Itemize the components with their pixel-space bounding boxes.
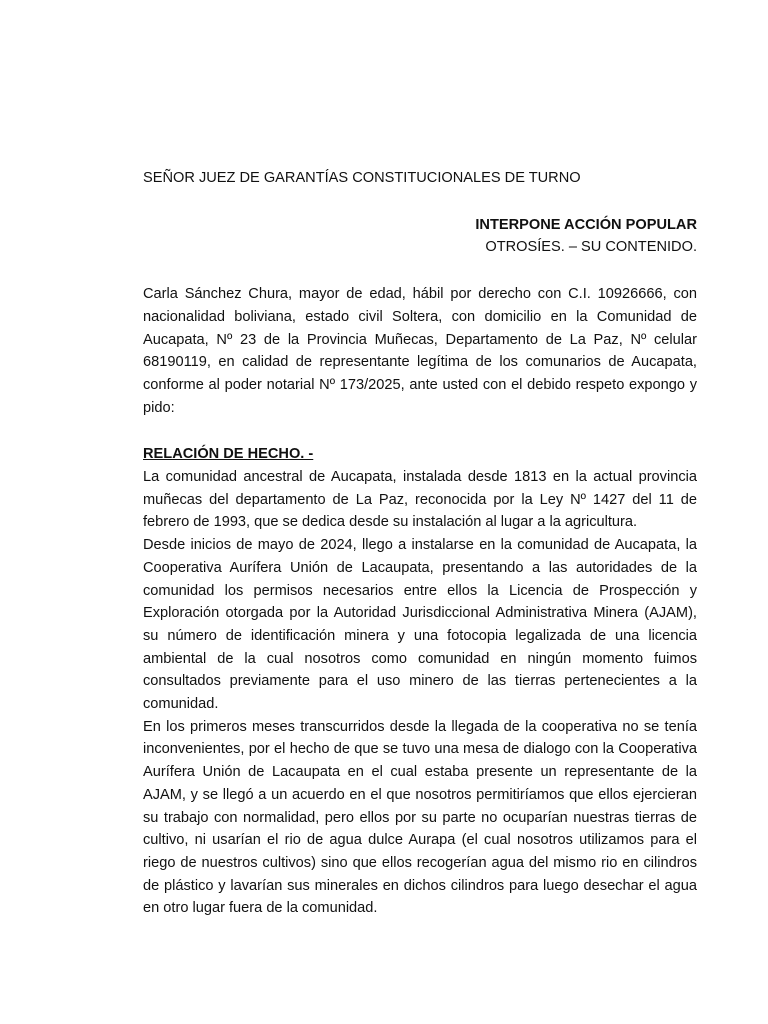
summary-subtitle: OTROSÍES. – SU CONTENIDO. [485,239,697,256]
document-body [143,167,697,920]
summary-block [143,214,697,259]
section-heading: RELACIÓN DE HECHO. - [143,446,314,463]
intro-paragraph: Carla Sánchez Chura, mayor de edad, hábil por derecho con C.I. 10926666, con nacionalidad boliviana, estado civil Soltera, con domicilio en la Comunidad de Aucapata, Nº 23 de la Provincia Muñecas, Departamento de La Paz, Nº celular 68190119, en calidad de representante legítima de los comunarios de Aucapata, conforme al poder notarial Nº 173/2025, ante usted con el debido respeto expongo y pido: [143,286,697,416]
summary-title: INTERPONE ACCIÓN POPULAR [475,216,697,233]
section-paragraph: La comunidad ancestral de Aucapata, instalada desde 1813 en la actual provincia muñecas del departamento de La Paz, reconocida por la Ley Nº 1427 del 11 de febrero de 1993, que se dedica desde su instalación al lugar a la agricultura. [143,469,697,531]
section-paragraph: En los primeros meses transcurridos desde la llegada de la cooperativa no se tenía inconvenientes, por el hecho de que se tuvo una mesa de dialogo con la Cooperativa Aurífera Unión de Lacaupata en el cual estaba presente un representante de la AJAM, y se llegó a un acuerdo en el que nosotros permitiríamos que ellos ejercieran su trabajo con normalidad, pero ellos por su parte no ocuparían nuestras tierras de cultivo, ni usarían el rio de agua dulce Aurapa (el cual nosotros utilizamos para el riego de nuestros cultivos) sino que ellos recogerían agua del mismo rio en cilindros de plástico y lavarían sus minerales en dichos cilindros para luego desechar el agua en otro lugar fuera de la comunidad. [143,718,697,917]
section-paragraph: Desde inicios de mayo de 2024, llego a instalarse en la comunidad de Aucapata, la Cooperativa Aurífera Unión de Lacaupata, presentando a las autoridades de la comunidad los permisos necesarios entre ellos la Licencia de Prospección y Exploración otorgada por la Autoridad Jurisdiccional Administrativa Minera (AJAM), su número de identificación minera y una fotocopia legalizada de una licencia ambiental de la cual nosotros como comunidad en ningún momento fuimos consultados previamente para el uso minero de las tierras pertenecientes a la comunidad. [143,537,697,713]
addressee-line: SEÑOR JUEZ DE GARANTÍAS CONSTITUCIONALES DE TURNO [143,170,581,186]
